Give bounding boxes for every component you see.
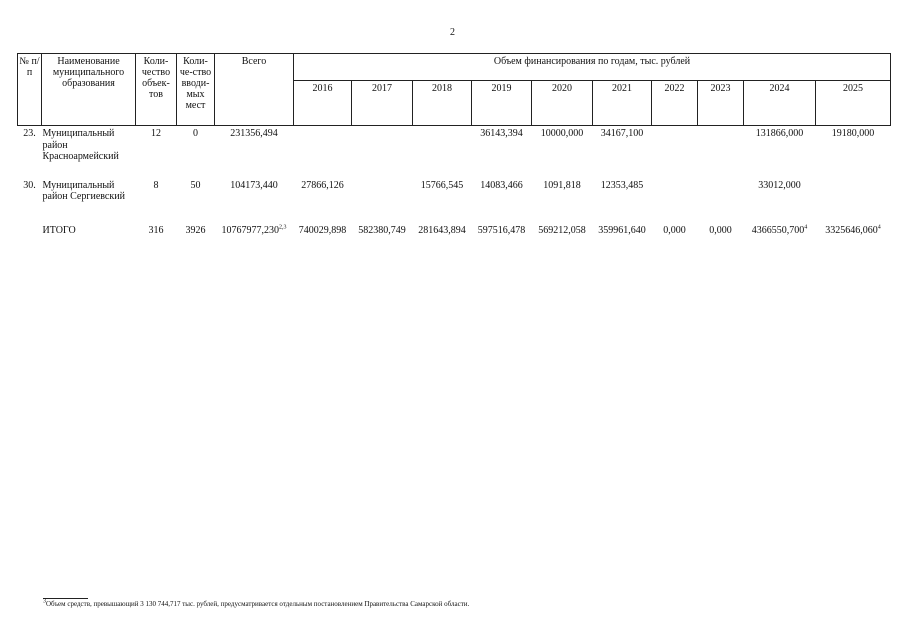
row-year-value — [744, 176, 816, 221]
row-year-value — [652, 176, 698, 221]
header-financing: Объем финансирования по годам, тыс. рублей — [294, 54, 891, 81]
row-year-value — [593, 221, 652, 247]
row-year-value — [593, 176, 652, 221]
table-body — [18, 126, 891, 247]
row-objects — [136, 126, 177, 176]
row-places — [177, 126, 215, 176]
row-year-value-value: 582380,749 — [358, 224, 406, 236]
footnote-separator — [43, 598, 88, 599]
row-name — [42, 126, 136, 176]
row-year-value — [652, 221, 698, 247]
row-year-value — [472, 126, 532, 176]
row-year-value-value: 0,000 — [709, 224, 732, 236]
row-year-value-value: 597516,478 — [477, 224, 526, 236]
row-year-value — [294, 126, 352, 176]
header-num: № п/п — [18, 54, 42, 126]
row-places-value: 50 — [190, 179, 201, 191]
row-year-value — [816, 221, 891, 247]
row-year-value — [472, 176, 532, 221]
row-total — [215, 176, 294, 221]
row-year-value-sup: 4 — [804, 224, 808, 231]
row-year-value — [472, 221, 532, 247]
header-places: Коли-че-ство вводи-мых мест — [177, 54, 215, 126]
header-year: 2019 — [472, 81, 532, 126]
row-year-value — [698, 126, 744, 176]
row-year-value-value: 0,000 — [663, 224, 686, 236]
row-year-value-value: 19180,000 — [831, 128, 875, 139]
row-year-value — [532, 126, 593, 176]
page-number: 2 — [450, 27, 455, 38]
row-num — [18, 176, 42, 221]
row-year-value-value: 3325646,060 — [825, 224, 878, 236]
row-total-value: 231356,494 — [230, 128, 278, 139]
row-year-value — [294, 176, 352, 221]
row-name — [42, 176, 136, 221]
row-year-value-value: 27866,126 — [301, 179, 344, 191]
header-year: 2017 — [352, 81, 413, 126]
row-year-value-value: 281643,894 — [418, 224, 466, 236]
table-row — [18, 126, 891, 176]
row-year-value — [532, 176, 593, 221]
row-year-value-value: 10000,000 — [540, 128, 584, 139]
row-year-value — [294, 221, 352, 247]
row-total — [215, 126, 294, 176]
row-objects-value: 8 — [153, 179, 159, 191]
row-year-value-value: 36143,394 — [480, 128, 523, 139]
row-year-value — [532, 221, 593, 247]
row-year-value — [352, 221, 413, 247]
header-year: 2021 — [593, 81, 652, 126]
row-year-value — [816, 126, 891, 176]
row-name-value: Муниципальный район Красноармейский — [42, 128, 119, 162]
row-year-value — [413, 176, 472, 221]
row-year-value — [744, 221, 816, 247]
row-year-value-value: 4366550,700 — [751, 224, 805, 236]
row-objects-value: 316 — [148, 224, 164, 236]
row-year-value-value: 359961,640 — [598, 224, 646, 236]
header-year: 2022 — [652, 81, 698, 126]
financing-table — [17, 53, 891, 247]
row-objects-value: 12 — [151, 128, 161, 139]
header-year: 2023 — [698, 81, 744, 126]
header-total: Всего — [215, 54, 294, 126]
row-objects — [136, 176, 177, 221]
row-num-value: 23. — [23, 128, 36, 139]
row-year-value — [698, 176, 744, 221]
row-places-value: 0 — [193, 128, 198, 139]
row-year-value-value: 14083,466 — [480, 179, 523, 191]
row-year-value — [352, 126, 413, 176]
row-year-value — [744, 126, 816, 176]
header-objects: Коли-чество объек-тов — [136, 54, 177, 126]
row-name-value: Муниципальный район Сергиевский — [42, 179, 125, 202]
row-year-value — [698, 221, 744, 247]
table-row — [18, 176, 891, 221]
header-year: 2018 — [413, 81, 472, 126]
row-num — [18, 221, 42, 247]
header-year: 2020 — [532, 81, 593, 126]
row-total-sup: 2,3 — [279, 224, 287, 231]
row-places-value: 3926 — [185, 224, 206, 236]
footnote — [43, 600, 469, 608]
row-year-value — [816, 176, 891, 221]
row-num — [18, 126, 42, 176]
header-year: 2025 — [816, 81, 891, 126]
row-year-value-value: 12353,485 — [600, 179, 644, 191]
row-num-value: 30. — [23, 179, 36, 191]
header-year: 2016 — [294, 81, 352, 126]
row-year-value-value: 33012,000 — [758, 179, 801, 191]
row-name — [42, 221, 136, 247]
row-year-value — [413, 126, 472, 176]
footnote-mark: 3 — [43, 598, 46, 605]
table-row — [18, 221, 891, 247]
row-year-value-value: 740029,898 — [298, 224, 347, 236]
row-year-value-value: 1091,818 — [543, 179, 581, 191]
footnote-text: Объем средств, превышающий 3 130 744,717 тыс. рублей, предусматривается отдельным постановлением Правительства Самарской области. — [46, 600, 470, 608]
header-year: 2024 — [744, 81, 816, 126]
row-year-value-value: 569212,058 — [538, 224, 586, 236]
row-year-value-value: 131866,000 — [755, 128, 804, 139]
row-places — [177, 221, 215, 247]
row-places — [177, 176, 215, 221]
row-total-value: 104173,440 — [230, 179, 278, 191]
row-year-value-value: 34167,100 — [600, 128, 644, 139]
row-year-value — [652, 126, 698, 176]
row-total — [215, 221, 294, 247]
row-objects — [136, 221, 177, 247]
row-year-value — [352, 176, 413, 221]
row-year-value — [593, 126, 652, 176]
header-name: Наименование муниципального образования — [42, 54, 136, 126]
row-year-value-sup: 4 — [877, 224, 881, 231]
row-year-value-value: 15766,545 — [420, 179, 464, 191]
row-total-value: 10767977,230 — [221, 224, 279, 236]
row-year-value — [413, 221, 472, 247]
row-name-value: ИТОГО — [42, 224, 76, 236]
